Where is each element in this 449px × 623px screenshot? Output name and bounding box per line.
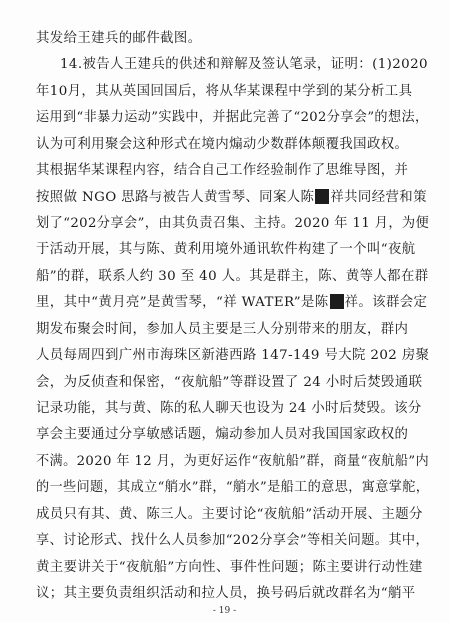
text-segment: 祥共同经营和策	[330, 189, 427, 205]
text-segment: 里，其中“黄月亮”是黄雪琴，“祥 WATER”是陈	[36, 295, 329, 311]
text-line: 其根据华某课程内容，结合自己工作经验制作了思维导图，并	[36, 163, 409, 179]
text-line: 年10月，其从英国回国后，将从华某课程中学到的某分析工具	[36, 83, 413, 99]
text-line: 人员每周四到广州市海珠区新港西路 147-149 号大院 202 房聚	[36, 348, 430, 364]
text-line: 享、讨论形式、找什么人员参加“202分享会”等相关问题。其中，	[36, 533, 430, 549]
text-line	[36, 294, 427, 312]
text-line: 黄主要讲关于“夜航船”方向性、事件性问题；陈主要讲行动性建	[36, 559, 423, 575]
text-line: 议；其主要负责组织活动和拉人员，换号码后就改群名为“艄平	[36, 586, 416, 601]
redaction-box	[315, 189, 329, 204]
text-line: 期发布聚会时间，参加人员主要是三人分别带来的朋友，群内	[36, 321, 409, 337]
text-line: 成员只有其、黄、陈三人。主要讨论“夜航船”活动开展、主题分	[36, 506, 423, 522]
text-line: 划了“202分享会”，由其负责召集、主持。2020 年 11 月，为便	[36, 216, 430, 231]
text-line: 会，为反侦查和保密，“夜航船”等群设置了 24 小时后焚毁通联	[36, 374, 423, 390]
text-segment: 按照做 NGO 思路与被告人黄雪琴、同案人陈	[36, 189, 315, 205]
text-line: 14.被告人王建兵的供述和辩解及签认笔录，证明：(1)2020	[60, 57, 428, 73]
text-line: 其发给王建兵的邮件截图。	[36, 31, 202, 46]
text-line: 记录功能，其与黄、陈的私人聊天也设为 24 小时后焚毁。该分	[36, 401, 422, 416]
redaction-box	[330, 294, 344, 309]
text-line: 船”的群，联系人约 30 至 40 人。其是群主，陈、黄等人都在群	[36, 268, 429, 284]
page-number: - 19 -	[212, 606, 237, 616]
text-line: 运用到“非暴力运动”实践中，并据此完善了“202分享会”的想法，	[36, 110, 429, 126]
text-line: 的一些问题，其成立“艄水”群，“艄水”是船工的意思，寓意掌舵，	[36, 480, 430, 496]
text-segment: 祥。该群会定	[344, 295, 428, 311]
text-line: 享会主要通过分享敏感话题，煽动参加人员对我国国家政权的	[36, 427, 409, 443]
text-line: 认为可利用聚会这种形式在境内煽动少数群体颠覆我国政权。	[36, 136, 409, 152]
text-line	[36, 189, 427, 207]
text-line: 不满。2020 年 12 月，为更好运作“夜航船”群，商量“夜航船”内	[36, 453, 430, 469]
text-line: 于活动开展，其与陈、黄利用境外通讯软件构建了一个叫“夜航	[36, 242, 416, 258]
